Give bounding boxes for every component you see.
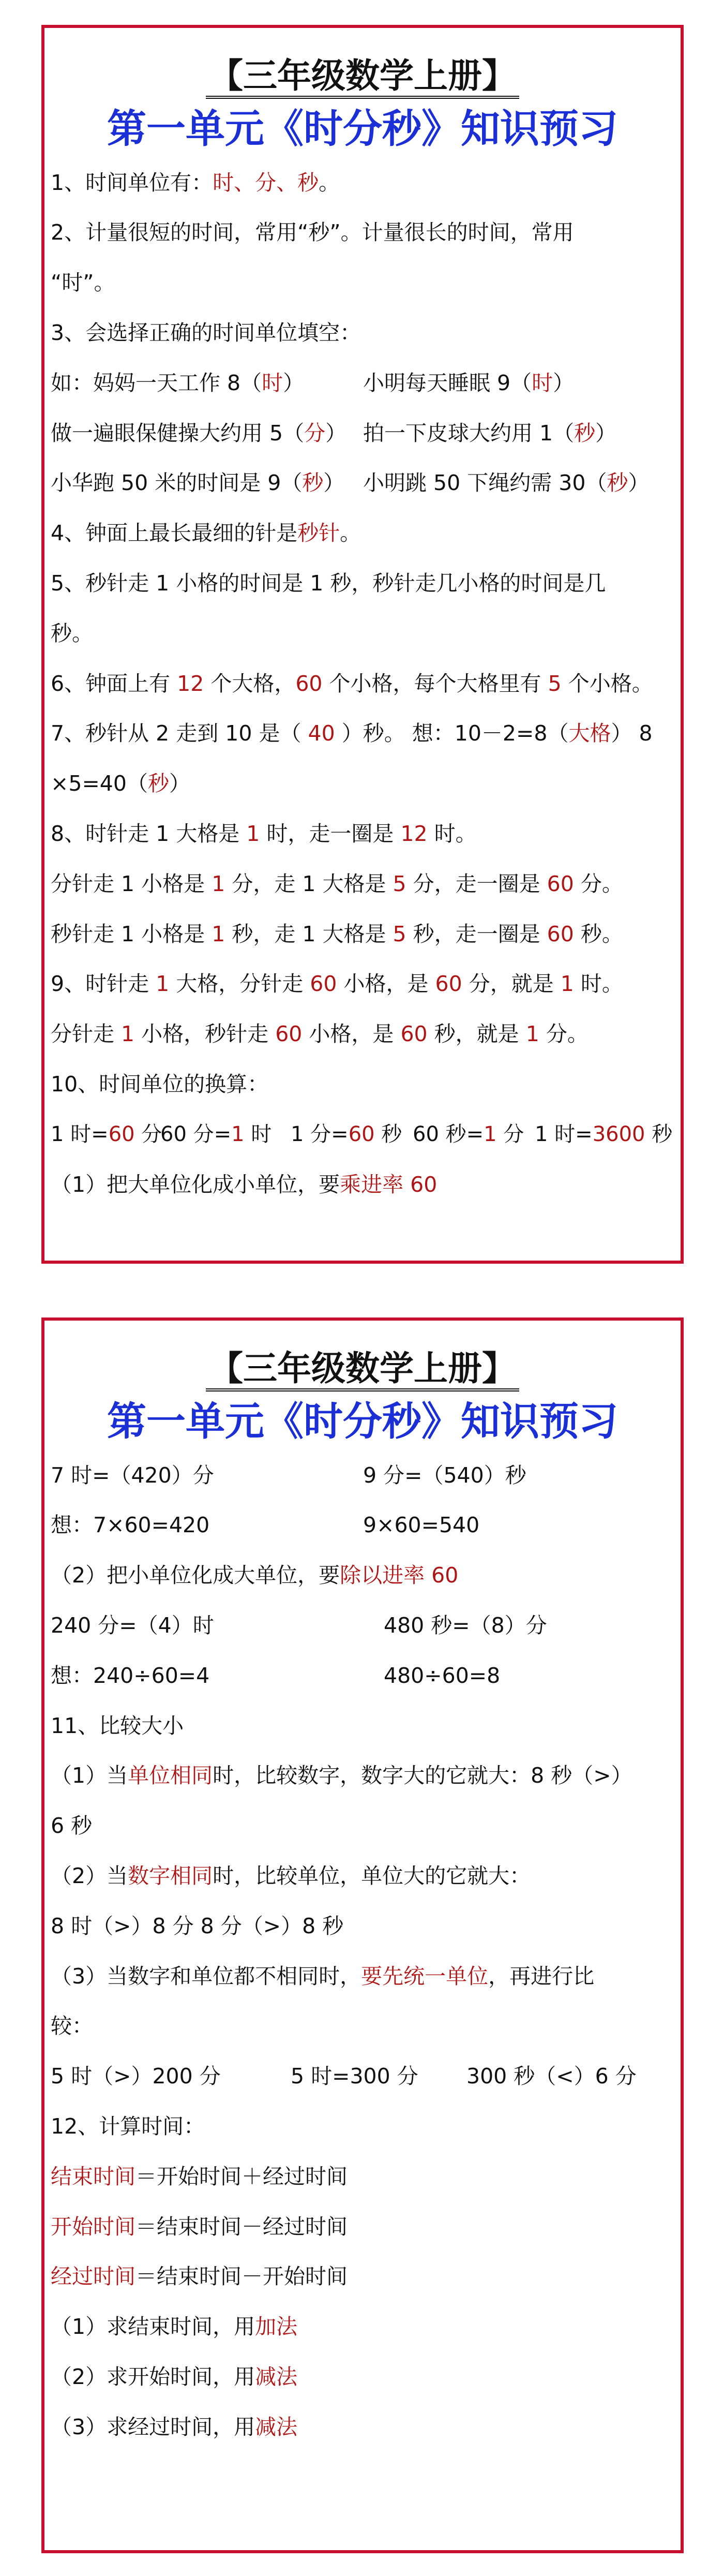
note-line: 较： (51, 2014, 93, 2039)
note-line: （1）当单位相同时，比较数字，数字大的它就大：8 秒（>） (51, 1763, 632, 1788)
unit-title: 第一单元《时分秒》知识预习 (107, 1398, 618, 1445)
note-line: 想：240÷60=4 480÷60=8 (51, 1663, 501, 1688)
note-line: 分针走 1 小格是 1 分，走 1 大格是 5 分，走一圈是 60 分。 (51, 871, 623, 896)
note-line: 6 秒 (51, 1813, 93, 1839)
note-line: 秒针走 1 小格是 1 秒，走 1 大格是 5 秒，走一圈是 60 秒。 (51, 921, 623, 946)
note-line: （2）把小单位化成大单位，要除以进率 60 (51, 1563, 459, 1588)
note-line: 8 时（>）8 分 8 分（>）8 秒 (51, 1913, 344, 1938)
note-line: 结束时间＝开始时间＋经过时间 (51, 2164, 348, 2189)
note-line: 7、秒针从 2 走到 10 是（ 40 ）秒。 想：10－2=8（大格） 8 (51, 721, 653, 746)
note-line: 1、时间单位有：时、分、秒。 (51, 170, 340, 195)
card-body (44, 152, 681, 1210)
note-line: （1）把大单位化成小单位，要乘进率 60 (51, 1172, 438, 1197)
answer: 秒 (574, 420, 596, 446)
note-line: 1 时=60 分60 分=1 时 1 分=60 秒 60 秒=1 分 1 时=3600 秒 (51, 1122, 673, 1146)
note-line: 7 时=（420）分 9 分=（540）秒 (51, 1462, 526, 1488)
notes-card-1 (41, 25, 684, 1264)
answer: 时 (262, 370, 283, 395)
answer: 时 (532, 370, 553, 395)
note-line: “时”。 (51, 270, 115, 295)
note-line: 做一遍眼保健操大约用 5（分） 拍一下皮球大约用 1（秒） (51, 420, 617, 446)
note-line: 小华跑 50 米的时间是 9（秒） 小明跳 50 下绳约需 30（秒） (51, 470, 650, 496)
note-line: 5、秒针走 1 小格的时间是 1 秒，秒针走几小格的时间是几 (51, 571, 606, 596)
note-line: （2）求开始时间，用减法 (51, 2364, 298, 2390)
note-line: 经过时间＝结束时间－开始时间 (51, 2264, 348, 2289)
unit-title: 第一单元《时分秒》知识预习 (107, 106, 618, 152)
card-header (44, 1321, 681, 1444)
note-line: 11、比较大小 (51, 1713, 184, 1738)
highlight: 秒针 (297, 521, 340, 546)
note-line: 9、时针走 1 大格，分针走 60 小格，是 60 分，就是 1 时。 (51, 971, 623, 997)
note-line: （1）求结束时间，用加法 (51, 2314, 298, 2340)
note-line: 想：7×60=420 9×60=540 (51, 1513, 480, 1538)
note-line: 开始时间＝结束时间－经过时间 (51, 2214, 348, 2239)
answer: 秒 (302, 470, 324, 496)
answer: 分 (304, 420, 326, 446)
card-header (44, 28, 681, 152)
note-line: 10、时间单位的换算： (51, 1072, 269, 1097)
note-line: 如：妈妈一天工作 8（时） 小明每天睡眠 9（时） (51, 370, 575, 395)
note-line: 3、会选择正确的时间单位填空： (51, 320, 361, 346)
notes-card-2 (41, 1317, 684, 2553)
note-line: （3）求经过时间，用减法 (51, 2414, 298, 2439)
note-line: （2）当数字相同时，比较单位，单位大的它就大： (51, 1863, 531, 1889)
grade-title: 【三年级数学上册】 (206, 58, 519, 99)
note-line: 分针走 1 小格，秒针走 60 小格，是 60 秒，就是 1 分。 (51, 1021, 589, 1047)
card-body (44, 1444, 681, 2452)
grade-title: 【三年级数学上册】 (206, 1351, 519, 1391)
note-line: ×5=40（秒） (51, 771, 190, 796)
highlight: 时、分、秒 (213, 170, 319, 195)
note-line: 2、计量很短的时间，常用“秒”。计量很长的时间，常用 (51, 220, 574, 245)
note-line: 4、钟面上最长最细的针是秒针。 (51, 521, 361, 546)
note-line: 秒。 (51, 620, 93, 646)
note-line: 8、时针走 1 大格是 1 时，走一圈是 12 时。 (51, 821, 477, 847)
note-line: （3）当数字和单位都不相同时，要先统一单位，再进行比 (51, 1963, 595, 1989)
note-line: 6、钟面上有 12 个大格，60 个小格，每个大格里有 5 个小格。 (51, 671, 653, 696)
note-line: 5 时（>）200 分 5 时=300 分 300 秒（<）6 分 (51, 2064, 637, 2089)
note-line: 240 分=（4）时 480 秒=（8）分 (51, 1613, 547, 1638)
note-line: 12、计算时间： (51, 2114, 205, 2139)
answer: 秒 (607, 470, 628, 496)
